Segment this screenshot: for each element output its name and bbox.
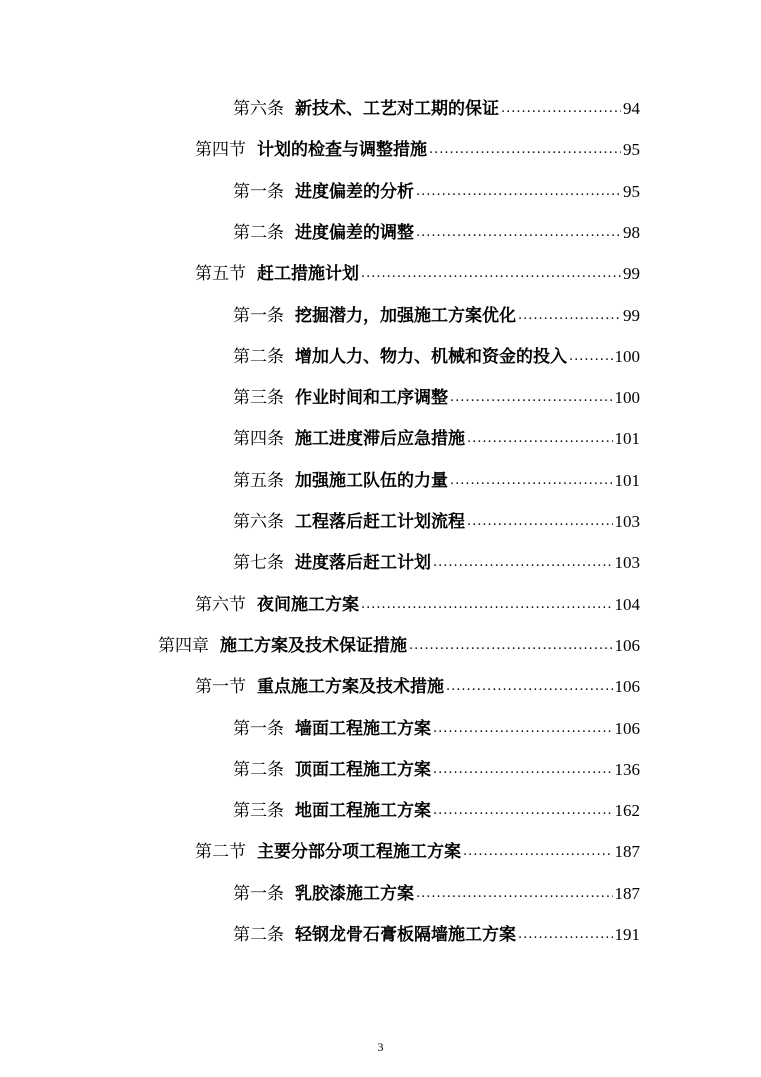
- toc-entry[interactable]: [233, 424, 640, 450]
- toc-leader-dots: [569, 346, 613, 368]
- toc-entry-label: 第四章: [158, 635, 209, 656]
- toc-entry-label: 第七条: [233, 553, 284, 574]
- toc-entry-page: 103: [614, 512, 640, 531]
- toc-leader-dots: [433, 759, 613, 781]
- toc-entry[interactable]: [195, 837, 640, 863]
- toc-leader-dots: [433, 800, 613, 822]
- toc-entry[interactable]: [233, 879, 640, 905]
- toc-entry-page: 191: [614, 925, 640, 944]
- toc-entry[interactable]: [233, 548, 640, 574]
- toc-entry-title: 墙面工程施工方案: [295, 718, 431, 739]
- toc-leader-dots: [409, 635, 613, 657]
- toc-entry[interactable]: [233, 383, 640, 409]
- toc-leader-dots: [450, 387, 613, 409]
- toc-entry[interactable]: [233, 301, 640, 327]
- toc-entry-title: 计划的检查与调整措施: [257, 140, 427, 161]
- toc-entry-page: 162: [614, 801, 640, 821]
- toc-entry-label: 第二条: [233, 759, 284, 780]
- toc-entry-page: 104: [614, 594, 640, 614]
- toc-entry-title: 夜间施工方案: [257, 594, 359, 615]
- toc-entry-page: 101: [614, 429, 640, 449]
- toc-entry-page: 106: [614, 718, 640, 738]
- toc-entry-label: 第六条: [233, 512, 284, 532]
- toc-entry-title: 重点施工方案及技术措施: [257, 677, 444, 698]
- toc-entry-title: 工程落后赶工计划流程: [295, 512, 465, 532]
- toc-entry-label: 第四条: [233, 429, 284, 450]
- toc-entry-label: 第一条: [233, 718, 284, 739]
- toc-leader-dots: [416, 222, 621, 244]
- toc-entry[interactable]: [195, 590, 640, 616]
- toc-entry-label: 第六条: [233, 99, 284, 119]
- toc-entry-label: 第二节: [195, 842, 246, 863]
- toc-entry[interactable]: [233, 796, 640, 822]
- toc-entry-page: 95: [623, 181, 640, 201]
- toc-entry[interactable]: [233, 755, 640, 781]
- toc-entry-label: 第一节: [195, 677, 246, 698]
- toc-entry[interactable]: [233, 714, 640, 740]
- toc-entry-page: 98: [623, 222, 640, 242]
- toc-entry[interactable]: [233, 920, 640, 946]
- toc-entry-title: 增加人力、物力、机械和资金的投入: [295, 346, 567, 367]
- toc-entry-label: 第一条: [233, 305, 284, 326]
- toc-entry[interactable]: [233, 177, 640, 203]
- toc-entry-label: 第三条: [233, 388, 284, 409]
- toc-entry[interactable]: [233, 218, 640, 244]
- toc-leader-dots: [501, 98, 621, 120]
- toc-leader-dots: [518, 924, 613, 946]
- toc-leader-dots: [361, 594, 613, 616]
- toc-leader-dots: [429, 139, 621, 161]
- toc-entry-page: 106: [614, 677, 640, 697]
- toc-leader-dots: [467, 511, 613, 533]
- toc-leader-dots: [416, 883, 613, 905]
- toc-entry-title: 加强施工队伍的力量: [295, 470, 448, 491]
- toc-entry[interactable]: [195, 135, 640, 161]
- toc-entry[interactable]: [158, 631, 640, 657]
- toc-leader-dots: [450, 470, 613, 492]
- toc-entry[interactable]: [233, 466, 640, 492]
- toc-leader-dots: [416, 181, 621, 203]
- toc-entry-page: 99: [623, 305, 640, 325]
- toc-entry-page: 187: [614, 842, 640, 862]
- toc-leader-dots: [467, 428, 613, 450]
- toc-entry-page: 101: [614, 470, 640, 490]
- toc-entry-label: 第四节: [195, 140, 246, 161]
- toc-entry-page: 136: [614, 759, 640, 779]
- toc-leader-dots: [361, 263, 621, 285]
- toc-entry-page: 100: [614, 388, 640, 408]
- toc-entry[interactable]: [233, 342, 640, 368]
- toc-entry-label: 第二条: [233, 222, 284, 243]
- toc-entry-title: 顶面工程施工方案: [295, 759, 431, 780]
- toc-entry-title: 施工进度滞后应急措施: [295, 429, 465, 450]
- toc-entry-page: 95: [623, 140, 640, 160]
- toc-entry-title: 施工方案及技术保证措施: [220, 635, 407, 656]
- page-number: 3: [377, 1040, 384, 1054]
- toc-leader-dots: [446, 676, 613, 698]
- toc-entry-title: 赶工措施计划: [257, 264, 359, 285]
- toc-entry-title: 进度落后赶工计划: [295, 553, 431, 574]
- toc-entry-page: 99: [623, 264, 640, 284]
- toc-entry-label: 第三条: [233, 801, 284, 822]
- toc-entry-page: 94: [623, 99, 640, 118]
- toc-entry-label: 第一条: [233, 181, 284, 202]
- toc-entry-title: 进度偏差的调整: [295, 222, 414, 243]
- toc-entry-label: 第一条: [233, 883, 284, 904]
- toc-entry-title: 新技术、工艺对工期的保证: [295, 99, 499, 119]
- toc-entry-label: 第二条: [233, 346, 284, 367]
- toc-entry-title: 挖掘潜力，加强施工方案优化: [295, 305, 516, 326]
- toc-entry[interactable]: [195, 259, 640, 285]
- toc-entry-page: 103: [614, 553, 640, 573]
- toc-entry-title: 作业时间和工序调整: [295, 388, 448, 409]
- toc-leader-dots: [518, 305, 621, 327]
- toc-entry-title: 地面工程施工方案: [295, 801, 431, 822]
- toc-leader-dots: [463, 841, 613, 863]
- toc-entry-label: 第五节: [195, 264, 246, 285]
- toc-entry-title: 主要分部分项工程施工方案: [257, 842, 461, 863]
- toc-entry-page: 100: [614, 346, 640, 366]
- toc-entry-label: 第二条: [233, 925, 284, 945]
- toc-entry[interactable]: [233, 507, 640, 533]
- toc-entry-label: 第五条: [233, 470, 284, 491]
- toc-entry-title: 轻钢龙骨石膏板隔墙施工方案: [295, 925, 516, 945]
- toc-entry-title: 进度偏差的分析: [295, 181, 414, 202]
- toc-leader-dots: [433, 552, 613, 574]
- toc-entry[interactable]: [233, 94, 640, 120]
- toc-entry-title: 乳胶漆施工方案: [295, 883, 414, 904]
- toc-leader-dots: [433, 718, 613, 740]
- toc-entry-page: 187: [614, 883, 640, 903]
- toc-entry[interactable]: [195, 672, 640, 698]
- toc-entry-page: 106: [614, 635, 640, 655]
- toc-entry-label: 第六节: [195, 594, 246, 615]
